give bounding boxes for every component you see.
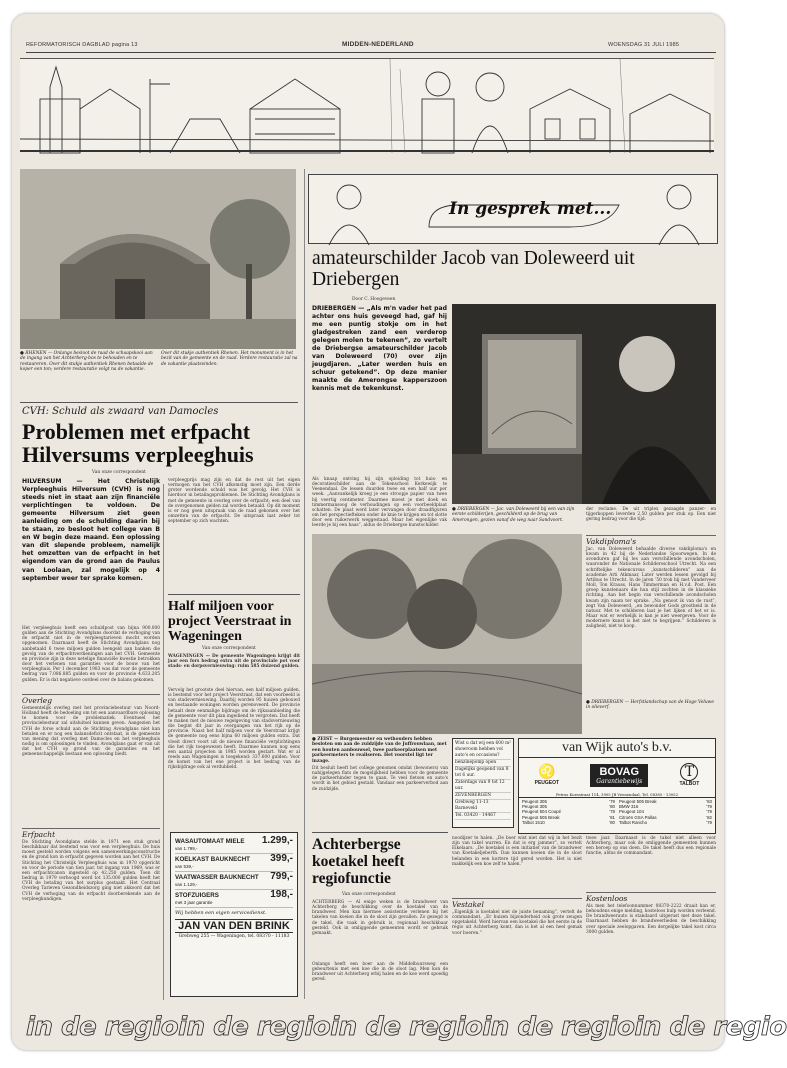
garage-ad-line: ZEVENBERGEN	[455, 793, 511, 800]
car-year: '79	[706, 809, 712, 815]
car-listing	[619, 820, 712, 825]
footer-logo-text: in de regio	[482, 1012, 635, 1042]
bovag-sublabel: Garantiebewijs	[596, 777, 643, 785]
subhead-vakdiploma: Vakdiploma's	[586, 535, 716, 546]
body-text-erfpacht-history: De Stichting Avondglans stelde in 1971 een stuk grond beschikbaar dat bestemd was voor een verpleeghuis. De huis moest gesteld worden volgens een samenwerkingsconstructie en de grond kon in erfpacht gegeven worden aan het CVH. De Stichting het Christelijk Verpleeghuis was in 1970 opgericht en voor de periode van tien jaar, tot ingang van 1969, was er een erfpachtcanon ingesteld op 42.250 gulden. Toen dit bedrag in 1979 verhoogd werd tot 135.000 gulden heeft het CVH de betaling van het surplus gestaakt. Het Centraal Overleg Tarieven Gezondheidszorg ging niet akkoord dat het CVH de verhoging van de erfpacht doorberekende aan de verpleegkundigen.	[22, 840, 160, 902]
subhead-erfpacht: Erfpacht	[22, 828, 160, 839]
advertisement-van-wijk-autos	[518, 738, 716, 834]
interview-banner-title: In gesprek met...	[449, 199, 612, 219]
painter-portrait-photo	[452, 304, 716, 504]
car-list-right	[619, 799, 712, 825]
lion-icon: ♌	[538, 764, 556, 780]
car-model: Talbot 1510	[522, 819, 545, 825]
issue-date: WOENSDAG 31 JULI 1985	[608, 42, 680, 48]
body-text-zeist: Dit besluit heeft het college genomen omdat (bewoners) van nabijgelegen flats de mogelijkheid hebben voor de gemeente de parkeerhinder tegen te gaan. Te veel fietsen en auto's wordt in het gebied gestald. Vandaar een parkeerverbod aan de zuidzijde.	[312, 766, 448, 792]
product-note: met 3 jaar garantie	[175, 900, 213, 905]
garage-ad-line: benzinepomp open	[455, 760, 511, 767]
column-rule	[163, 484, 164, 1000]
product-price: 399,-	[270, 853, 293, 864]
talbot-t-icon: T	[680, 763, 698, 781]
store-name: JAN VAN DEN BRINK	[175, 919, 293, 933]
header-rule	[26, 52, 716, 53]
peugeot-label: PEUGEOT	[534, 780, 560, 786]
store-service-note: Wij hebben een eigen servicedienst.	[175, 910, 267, 916]
product-name	[175, 892, 219, 906]
car-list-left	[522, 799, 619, 825]
store-price-row	[175, 890, 293, 908]
car-year: '79	[609, 799, 615, 804]
sheepfold-photo	[20, 169, 296, 349]
subhead-kostenloos: Kostenloos	[586, 892, 716, 903]
photo-caption-zeist: ● ZEIST — Burgemeester en wethouders hebben besloten om aan de zuidzijde van de Juffrouwlaan, met een houten aanbouwsel, twee parkeerplaatsen met parkeermeters te realiseren. Het voorstel ligt ter inzage.	[312, 737, 447, 764]
car-year: '79	[706, 819, 712, 825]
byline-correspondent: Van onze correspondent	[92, 470, 146, 475]
byline-author: Door C. Hoogeveen	[352, 297, 396, 302]
body-text-jacob: Als knaap ontving hij zijn opleiding tot huis- en decoratieschilder aan de Tekenschool Kerkewijk te Veenendaal. De lessen duurden twee en een half uur per week. „Aanvankelijk kreeg je een stroopje papier van twee bij veertig centimeter. Daarmee moest je met doek en timmermansoog de verhoudingen op een voorbeeldplaat schatten. De plaat werd later vervangen door draadfiguren om het perspectiefteken onder de knie te krijgen en tot slotte door een ruikerwerk weggestaad. Maar het eigenlijke vak leerde je bij een baas”, aldus de Driebergse kunstschilder.	[312, 477, 447, 529]
car-model: Peugeot 505 Break	[522, 814, 560, 820]
product-note: van 1.799,-	[175, 846, 198, 851]
subhead-vestakel: Vestakel	[452, 898, 582, 909]
body-text-veerstraat: Vervolg het grootste deel hiervan, een half miljoen gulden, is bestemd voor het project Veerstraat, dat een voorbeeld is van stadsvernieuwing. Daarbij worden 95 huizen gebouwd en bestaande woningen worden gerenoveerd. De provincie betaalt deze eenmalige bijdrage om de rijksaanbieding die de gemeente voor dit plan ingediend te vergroten. Dat heeft te maken met de nieuwe regelgeving van stadsvernieuwing die begint dit jaar in overgangen van het rijk op de provincie. Naast het half miljoen voor de Veerstraat krijgt de gemeente nog eens bijna 60 miljoen gulden extra. Dat vloeit direct voort uit de nieuwe financiële verplichtingen die het rijk toegewezen heeft. Daarmee kunnen nog eens een aantal projecten in 1985 worden gestart. Wat er al reeds aan Wageningen is toegekend: 337.600 gulden. Voor de komst van het ene project is het bedrag van de rijksbijdrage ook al verdubbeld.	[168, 688, 300, 771]
store-price-row	[175, 854, 293, 872]
body-text-vakdiploma: Jac. van Doleweerd behaalde diverse vakdiploma's en kwam in 42 bij de Nederlandse Spoorwegen. In de avonduren gaf hij les aan verschillende avondscholen, waaronder de Nationale Schildersschool Utrecht. Na een schriftelijke tekencursus „kunstschilderen” aan de academie Arti Atkmaar, Later werden lessen gevolgd bij Artibus te Utrecht. In de jaren '50 trok hij met Vanderveer Moll, Ton Krauss, Hans Timmerman en H.v.d. Post. Een groep kunstenaars die hun stijl zochten in de klassieke richting. Aan het begin van verschillende avondscholen kwam zijn naam ter sprake. „Na genoot ik van de rust”, zegt Van Doleweerd, „en bewonder Gods grootheid in de natuur. Met te schilderen laat je het lijken of het er is. Maar wat er werkelijk is kan je niet weergeven. Voor de modernere kunst is het niet te begrijpen.” Schilderen is zaligheid, niet te koop.	[586, 547, 716, 630]
footer-logo-text: in de regio	[26, 1012, 179, 1042]
peugeot-logo	[535, 764, 559, 786]
section-title: MIDDEN-NEDERLAND	[342, 41, 414, 48]
product-label: WASAUTOMAAT MIELE	[175, 838, 245, 845]
footer-logo-text: in de regio	[634, 1012, 787, 1042]
car-year: '80	[609, 804, 615, 810]
article-headline-erfpacht: Problemen met erfpacht Hilversums verpleeghuis	[22, 419, 254, 467]
photo-caption-rhenen: ● RHENEN — Onlangs besloot de raad de schaapskooi aan de ingang van het Achterberg-bos te behouden en te restaureren. Over dit stukje authentiek Rhenen betaalde de koper een ton; verdere restauratie volgt na de vakantie.	[20, 351, 154, 373]
article-headline-koetakel: Achterbergse koetakel heeft regiofunctie	[312, 836, 405, 887]
car-dealer-title: van Wijk auto's b.v.	[519, 739, 715, 758]
product-price: 1.299,-	[261, 835, 293, 846]
section-rule	[168, 594, 300, 595]
product-note: van 539,-	[175, 864, 194, 869]
advertisement-appliance-store	[170, 832, 298, 997]
store-price-list	[175, 836, 293, 908]
car-year: '79	[706, 804, 712, 810]
body-text-koetakel-2: Onlangs heeft een boer aan de Middelbuursweg een gebeurtenis met een koe die in de sloot lag. Men kon de brandweer uit Achterberg erbij halen en de koe werd spoedig gered.	[312, 962, 448, 983]
garage-ad-line: Grebweg 11-13 Barneveld	[455, 800, 511, 813]
photo-caption-hoge-veluwe: ● DRIEBERGEN — Herfstlandschap van de Hoge Veluwe in olieverf.	[586, 700, 715, 711]
body-text-vestakel: „Eigenlijk is koetakel niet de juiste benaming”, vertelt de commandant. „Er huizen bijzonderheid ook grote zeugen opgetakeld. Werd hiervan een koetakel die het eerste in de regio uit Achterberg komt, dan is het al een heel gemak voor boeren.”	[452, 910, 582, 936]
car-year: '82	[706, 814, 712, 820]
body-text-koetakel-3: noodijzer te halen. „De boer wist niet dat wij in het bezit zijn van takel warren. En dat is erg jammer”, zo vertelt Eikelaars. „De koetakel is een initiatief van de brandweer van Koetakeljeberth. Dan kunnen koeien die in de sloot belanden in een kortere tijd gered worden. Het is niet makkelijk een koe zelf te halen.”	[452, 836, 582, 867]
advertisement-garage	[452, 738, 514, 828]
lead-paragraph-erfpacht: HILVERSUM — Het Christelijk Verpleeghuis Hilversum (CVH) is nog steeds niet in staat aan zijn financiële verplichtingen te voldoen. De gemeente Hilversum ziet geen aanleiding om de schulding daarin bij te staan, zo besloot het college van B en W begin deze maand. Een oplossing van dit slepende probleem, namelijk het omzetten van de erfpacht in het eigendom van de grond aan de Paulus van Loolaan, zal mogelijk op 4 september weer ter sprake komen.	[22, 478, 160, 582]
car-model: Citroën GSA Pallas	[619, 814, 657, 820]
talbot-label: TALBOT	[679, 781, 700, 787]
garage-ad-line: Tel. 03420 - 14467	[455, 813, 511, 820]
product-price: 799,-	[270, 871, 293, 882]
car-year: '80	[609, 819, 615, 825]
car-model: Talbot Rancho	[619, 819, 648, 825]
body-text-erfpacht: Het verpleeghuis heeft een schuldpost van bijna 900.000 gulden aan de Stichting Avondglans doordat de verhoging van de erfpacht niet in de verpleegtarieven mocht worden opgenomen. Daarnaast heeft de Stichting Avondglans nog aanbetaald 6 twee miljoen gulden leengeld aan banken die gevolg van de erfpachtverdieningen aan het CVH. Gemeente en provincie zijn in deze netelige financiële kwestie betrokken door het verlenen van garanties voor de bouw van het verpleeghuis. Per 1 december 1983 was dat voor de gemeente bedrag van 7.086.885 gulden en voor de provincie 4.633.205 gulden. Er is dat negatieve oordeel over de balans gekomen.	[22, 626, 160, 683]
garage-ad-lines	[455, 741, 511, 820]
article-headline-jacob: amateurschilder Jacob van Doleweerd uit Driebergen	[312, 248, 635, 290]
byline-correspondent: Van onze correspondent	[202, 646, 256, 651]
paper-name: REFORMATORISCH DAGBLAD pagina 13	[26, 42, 138, 48]
article-headline-veerstraat: Half miljoen voor project Veerstraat in Wageningen	[168, 599, 292, 644]
regional-footer-band	[26, 1004, 787, 1050]
car-model: BMW 316	[619, 804, 639, 810]
body-text-koetakel: ACHTERBERG — Al enige weken is de brandweer van Achterberg de beschikking over de koetakel van de brandweer. Men kan hiermee assistentie verlenen bij het takelen van koeien die in de sloot zijn gevallen. Zo gezegd is de takel, die vaak in gebruik is, regionaal beschikbaar gesteld. Ook in omliggende gemeenten wordt er gebruik gemaakt.	[312, 900, 448, 936]
car-model: Peugeot 104	[619, 809, 644, 815]
car-year: '78	[609, 809, 615, 815]
product-label: KOELKAST BAUKNECHT	[175, 856, 250, 863]
interview-banner	[308, 174, 718, 244]
newspaper-page	[12, 14, 787, 1050]
body-text-koetakel-4: twee jaar. Daarnaast is de takel niet alleen voor Achterberg, maar ook de omliggende gemeenten kunnen een beroep op ons doen. De takel heeft dus een regionale functie, aldus de commandant.	[586, 836, 716, 857]
car-model: Peugeot 504 Coupé	[522, 809, 562, 815]
body-text-jacob-cont: der reclame. De uit triplex gezaagde panzer- en tijgerkoppen leverden 2,50 gulden per stuk op. Een niet gering bedrag voor die tijd.	[586, 507, 716, 523]
store-price-row	[175, 836, 293, 854]
product-name	[175, 838, 245, 852]
car-model: Peugeot 305	[522, 804, 547, 810]
sketch-banner	[20, 58, 714, 152]
bovag-label: BOVAG	[599, 765, 640, 778]
photo-caption-rhenen-cont: Over dit stukje authentiek Rhenen. Het monument is in het bezit van de gemeente en de raad. Verdere restauratie zal na de vakantie plaatsvinden.	[161, 351, 298, 367]
footer-logo-text: in de regio	[330, 1012, 483, 1042]
product-price: 198,-	[270, 889, 293, 900]
body-text-erfpacht-cont: verpleegprijs mag zijn en dat de rest uit het eigen vermogen van het CVH afkomstig moet zijn. Een derde groter wordende schuld was het gevolg. Het CVH is hierdoor in betalingsproblemen. De Stichting Avondglans is met de gemeente in overleg over de erfpacht; een deel van de overgenomen gelden zal worden betaald. Op dit moment is er nog geen uitspraak van de raad gekomen over het omzetten van de erfpacht. De uitspraak laat zeker tot september op zich wachten.	[168, 478, 300, 525]
photo-caption-driebergen: ● DRIEBERGEN — Jac. van Doleweerd bij een van zijn eerste schilderijen, geschilderd op de brug van Amerongen, gezien vanaf de weg naar Sandvoort.	[452, 507, 575, 523]
article-kicker: CVH: Schuld als zwaard van Damocles	[22, 406, 219, 417]
garage-ad-line: Dagelijks geopend van 8 tot 6 uur.	[455, 767, 511, 780]
car-year: '83	[706, 799, 712, 804]
product-name	[175, 856, 250, 870]
dealer-address: Petrus Kornstraat 114, 3905 JB Veenendaal, Tel. 08385 - 13052	[519, 792, 715, 798]
byline-correspondent: Van onze correspondent	[342, 892, 396, 897]
store-price-row	[175, 872, 293, 890]
car-model: Peugeot 505 Break	[619, 799, 657, 804]
landscape-painting-photo	[312, 534, 582, 734]
car-listing	[522, 820, 615, 825]
footer-logo-text: in de regio	[178, 1012, 331, 1042]
village-sketch-illustration	[20, 59, 714, 153]
garage-ad-line: Wist u dat wij een 600 m² showroom hebben vol auto's en occasions?	[455, 741, 511, 758]
store-address: Grebweg 255 — Wageningen, tel. 08370 - 11183	[178, 934, 290, 939]
body-text-overleg: Gemeentelijk overleg met het provinciebestuur van Noord-Holland heeft de bedoeling om tot een aanvaardbare oplossing te komen voor de problematiek. Eventueel het provinciebestuur zal uitsluitsel kunnen geven. Aangezien het CVH de forse schuld aan de Stichting Avondglans niet kan betalen en er nog een balansdeficit ontstaat, is de gemeente van mening dat overleg met Damocles en het verpleeghuis nodig is om oplossingen te vinden. Avondglans gaat er van uit dat het CVH op grond van de garanties en het gemeenschappelijk bestaan een oplossing biedt.	[22, 706, 160, 758]
talbot-logo	[679, 763, 699, 787]
section-rule	[312, 832, 448, 833]
lead-paragraph-veerstraat: WAGENINGEN — De gemeente Wageningen krijgt dit jaar een fors bedrag extra uit de provinciale pot voor stads- en dorpsvernieuwing: ruim 585 duizend gulden.	[168, 654, 300, 670]
garage-ad-line: Zaterdags van 9 tot 12 uur.	[455, 780, 511, 793]
bovag-logo	[590, 764, 648, 787]
car-year: '81	[609, 814, 615, 820]
subhead-overleg: Overleg	[22, 694, 160, 705]
lead-paragraph-jacob: DRIEBERGEN — „Als m'n vader het pad achter ons huis geveegd had, gaf hij me een puntig stokje om in het gladgestreken zand een verderop gelegen molen te tekenen”, zo vertelt de Driebergse amateurschilder Jacob van Doleweerd (70) over zijn jeugdjaren. „Later werden huis en schuur getekend”. Op deze manier maakte de Amerongse kapperszoon kennis met de tekenkunst.	[312, 305, 447, 393]
section-rule	[20, 402, 298, 403]
body-text-kostenloos: Als men het telefoonnummer 08370-2222 draait kan er, behoudens enige melding, kosteloos hulp worden verleend. De brandweerauto is standaard uitgerust met deze takel. Daarnaast hebben de brandweerlieden de beschikking over speciale zeelopgaven. Een dergelijke takel kost circa 3000 gulden.	[586, 904, 716, 935]
car-model: Peugeot 305	[522, 799, 547, 804]
product-name	[175, 874, 259, 888]
product-note: van 1.129,-	[175, 882, 198, 887]
product-label: STOFZUIGERS	[175, 892, 219, 899]
column-rule	[304, 169, 305, 999]
product-label: VAATWASSER BAUKNECHT	[175, 874, 259, 881]
